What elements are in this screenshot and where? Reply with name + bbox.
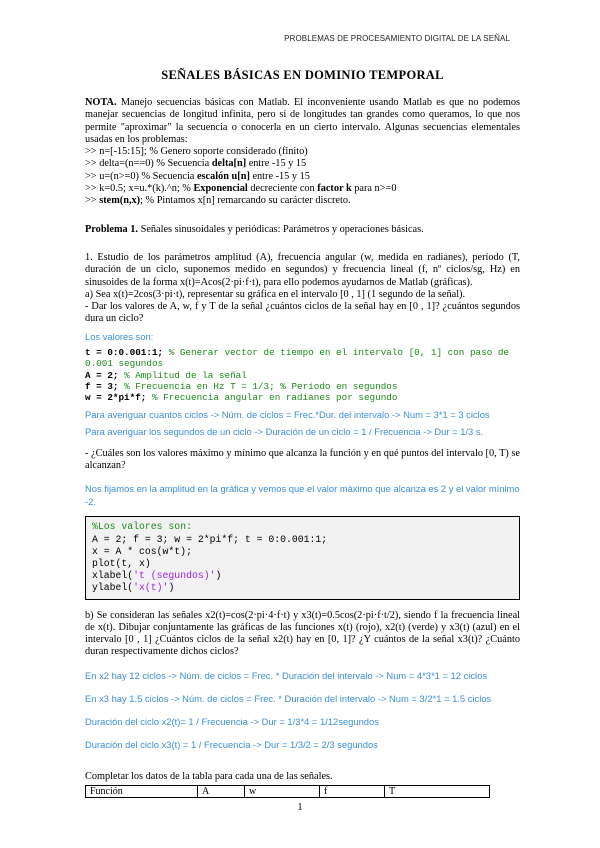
table-header-cell: w: [245, 786, 320, 798]
problem-1-part-b: b) Se consideran las señales x2(t)=cos(2·pi·4·f·t) y x3(t)=0.5cos(2·pi·f·t/2), siendo f la frecuencia lineal de x(t). Dibujar conjuntamente las gráficas de las funciones x(t) (rojo), x2(t) (verde) y x3(t) (azul) en el intervalo [0 , 1] ¿Cuántos ciclos de la señal x2(t) hay en [0, 1]? ¿Y cuántos de la señal x3(t)? ¿Cuánto duran respectivamente dichos ciclos?: [85, 609, 520, 658]
nota-line-4: >> k=0.5; x=u.*(k).^n; % Exponencial decreciente con factor k para n>=0: [85, 183, 397, 195]
table-header-cell: f: [320, 786, 385, 798]
answer-b-1: En x2 hay 12 ciclos -> Núm. de ciclos = Frec. * Duración del intervalo -> Num = 4*3*1 = 12 ciclos: [85, 669, 488, 681]
table-header-row: [86, 786, 490, 798]
page-content: [85, 68, 520, 798]
codebox-line-1: %Los valores son:: [92, 521, 192, 533]
nota-label: NOTA.: [85, 97, 117, 108]
answer-b-3: Duración del ciclo x2(t)= 1 / Frecuencia -> Dur = 1/3*4 = 1/12segundos: [85, 715, 379, 727]
question-max-min: - ¿Cuáles son los valores máximo y mínimo que alcanza la función y en qué puntos del intervalo [0, T) se alcanzan?: [85, 447, 520, 472]
matlab-code-box: [85, 516, 520, 599]
codebox-line-2: A = 2; f = 3; w = 2*pi*f; t = 0:0.001:1;: [92, 533, 328, 545]
table-header-cell: T: [385, 786, 490, 798]
page-header: PROBLEMAS DE PROCESAMIENTO DIGITAL DE LA SEÑAL: [284, 34, 510, 43]
code-line-1: t = 0:0.001:1; % Generar vector de tiempo en el intervalo [0, 1] con paso de 0.001 segundos: [85, 346, 510, 370]
answer-1-cycles: Para averiguar cuantos ciclos -> Núm. de ciclos = Frec.*Dur. del intervalo -> Num = 3*1 = 3 ciclos: [85, 408, 490, 420]
problem-1-heading: Problema 1. Señales sinusoidales y periódicas: Parámetros y operaciones básicas.: [85, 223, 424, 235]
codebox-line-3: x = A * cos(w*t);: [92, 545, 192, 557]
answer-1-duration: Para averiguar los segundos de un ciclo -> Duración de un ciclo = 1 / Frecuencia -> Dur = 1/3 s.: [85, 425, 484, 437]
answer-1-code: [85, 347, 520, 404]
page-number: 1: [297, 802, 303, 813]
answer-max-min: Nos fijamos en la amplitud en la gráfica y vemos que el valor máximo que alcanza es 2 y el valor mínimo -2.: [85, 483, 520, 508]
nota-text: Manejo secuencias básicas con Matlab. El inconveniente usando Matlab es que no podemos manejar secuencias de longitud infinita, pero sí de longitudes tan grandes como queramos, lo que nos permite "aproximar" la secuencia o conocerla en un cierto intervalo. Algunas secuencias elementales usadas en los problemas:: [85, 97, 520, 145]
table-header-cell: Función: [86, 786, 198, 798]
nota-line-5: >> stem(n,x); % Pintamos x[n] remarcando su carácter discreto.: [85, 195, 351, 207]
code-line-4: w = 2*pi*f; % Frecuencia angular en radianes por segundo: [85, 392, 398, 404]
page-title: SEÑALES BÁSICAS EN DOMINIO TEMPORAL: [161, 68, 444, 82]
problem-1-question: - Dar los valores de A, w, f y T de la señal ¿cuántos ciclos de la señal hay en [0 , 1]? ¿cuántos segundos dura un ciclo?: [85, 301, 520, 325]
codebox-line-6: ylabel('x(t)'): [92, 582, 175, 594]
codebox-line-5: xlabel('t (segundos)'): [92, 570, 222, 582]
nota-line-3: >> u=(n>=0) % Secuencia escalón u[n] entre -15 y 15: [85, 170, 310, 182]
problem-1-intro: 1. Estudio de los parámetros amplitud (A), frecuencia angular (w, medida en radianes), período (T, duración de un ciclo, suponemos medido en segundos) y frecuencia lineal (f, nº ciclos/sg, Hz) en sinusoides de la forma x(t)=Acos(2·pi·f·t), para ello podemos ayudarnos de Matlab (gráficas).: [85, 251, 520, 288]
table-header-cell: A: [198, 786, 245, 798]
code-line-2: A = 2; % Amplitud de la señal: [85, 369, 247, 381]
nota-line-2: >> delta=(n==0) % Secuencia delta[n] entre -15 y 15: [85, 158, 307, 170]
answer-b-2: En x3 hay 1.5 ciclos -> Núm. de ciclos = Frec. * Duración del intervalo -> Num = 3/2*1 = 1.5 ciclos: [85, 692, 492, 704]
codebox-line-4: plot(t, x): [92, 557, 151, 569]
parameters-table: [85, 785, 490, 798]
table-intro: Completar los datos de la tabla para cada una de las señales.: [85, 770, 333, 782]
answer-b-4: Duración del ciclo x3(t) = 1 / Frecuencia -> Dur = 1/3/2 = 2/3 segundos: [85, 738, 378, 750]
code-line-3: f = 3; % Frecuencia en Hz T = 1/3; % Período en segundos: [85, 380, 398, 392]
problem-1-part-a: a) Sea x(t)=2cos(3·pi·t), representar su gráfica en el intervalo [0 , 1] (1 segundo de la señal).: [85, 288, 466, 300]
nota-paragraph: [85, 97, 520, 146]
nota-line-1: >> n=[-15:15]; % Genero soporte considerado (finito): [85, 146, 308, 158]
answer-1-intro: Los valores son:: [85, 330, 154, 342]
